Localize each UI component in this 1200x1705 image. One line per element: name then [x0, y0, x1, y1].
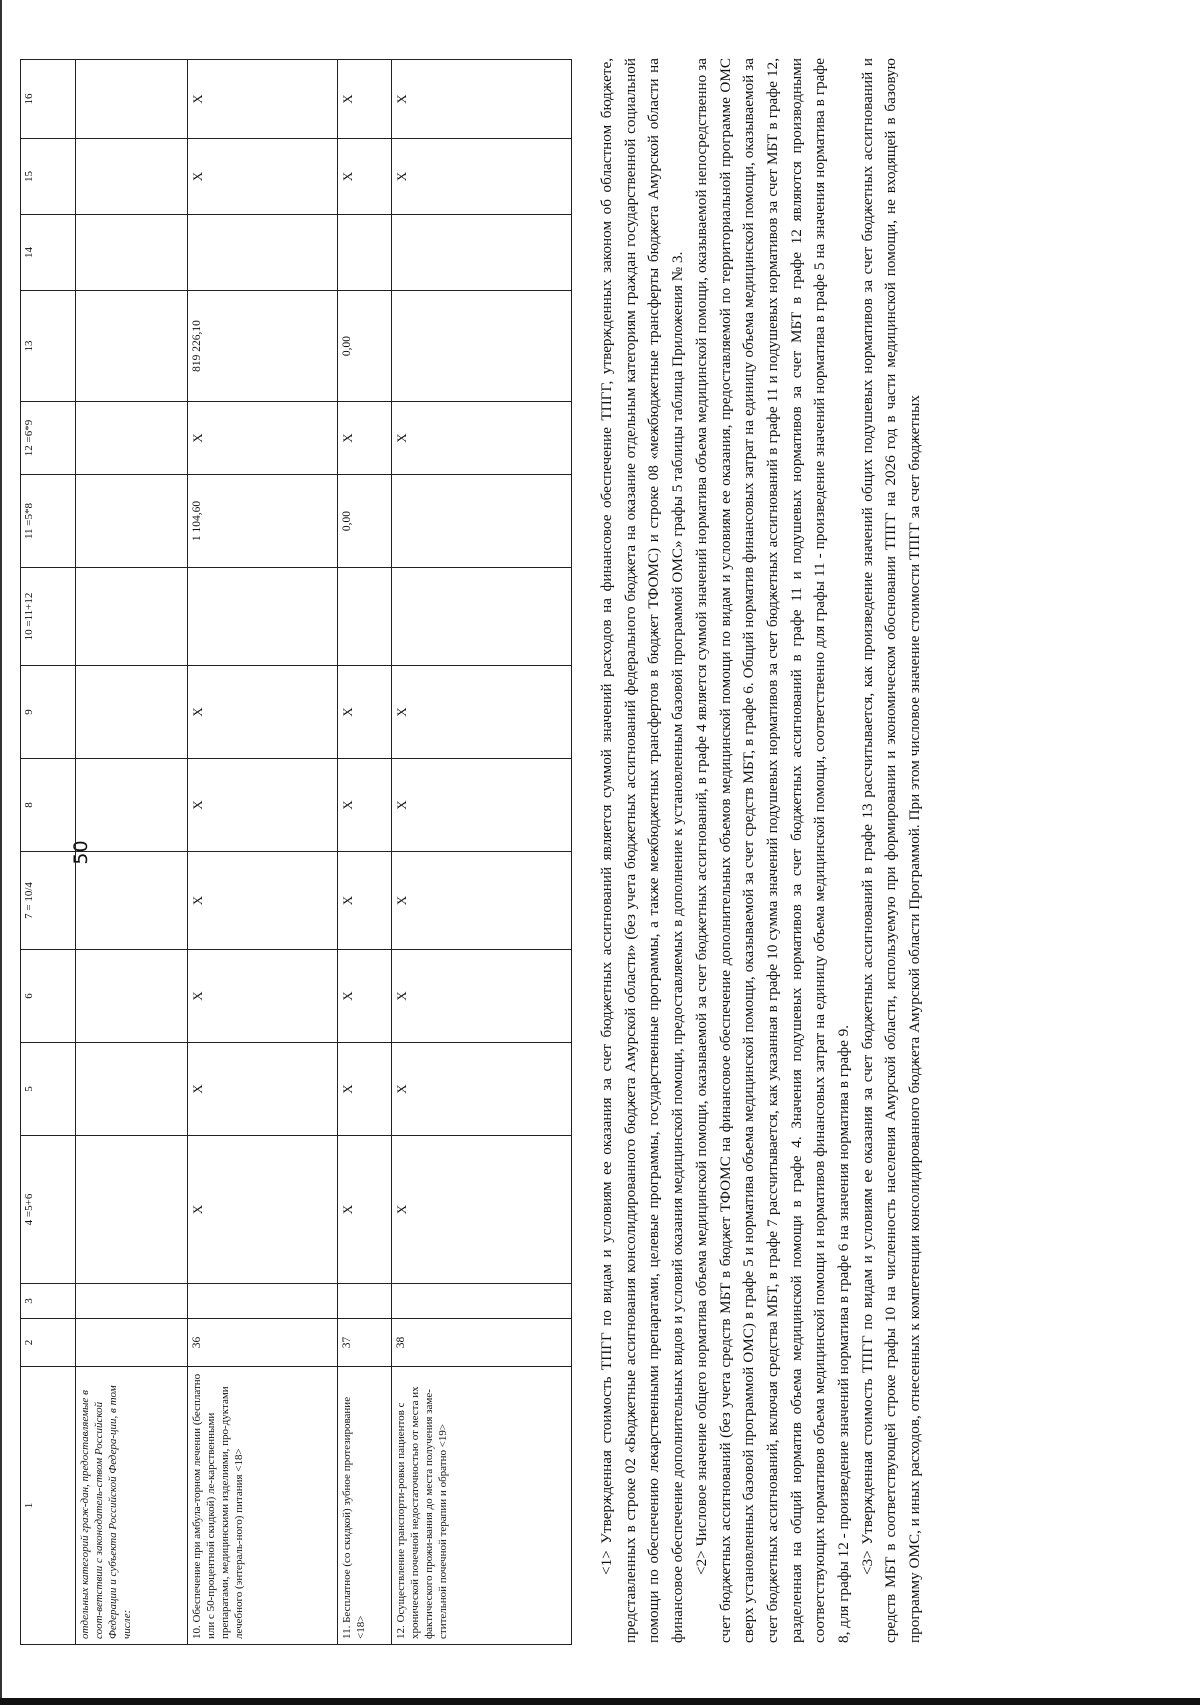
- table-cell: [338, 568, 392, 666]
- table-cell: X: [338, 139, 392, 215]
- table-cell: [76, 139, 188, 215]
- table-cell: X: [338, 666, 392, 759]
- table-cell: X: [392, 139, 572, 215]
- table-cell: 0,00: [338, 475, 392, 568]
- column-header: 11 =5*8: [21, 475, 76, 568]
- column-header: 15: [21, 139, 76, 215]
- table-cell: [76, 950, 188, 1043]
- table-cell: 1 104,60: [188, 475, 338, 568]
- table-cell: X: [338, 402, 392, 475]
- table-cell: [392, 291, 572, 402]
- footnote: <2> Числовое значение общего норматива объема медицинской помощи, оказываемой за счет бюджетных ассигнований, в графе 4 является суммой значений норматива объема медицинской помощи, оказываемой непосредственно за счет бюджетных ассигнований (без учета средств МБТ в бюджет ТФОМС на финансовое обеспечение дополнительных объемов медицинской помощи по видам и условиям ее оказания, предоставляемой по территориальной программе ОМС сверх установленных базовой программой ОМС) в графе 5 и норматива объема медицинской помощи, оказываемой за счет средств МБТ, в графе 6. Общий норматив финансовых затрат на единицу объема медицинской помощи, оказываемой за счет бюджетных ассигнований, включая средства МБТ, в графе 7 рассчитывается, как указанная в графе 10 сумма значений подушевых нормативов за счет бюджетных ассигнований в графе 11 и подушевых нормативов за счет МБТ в графе 12, разделенная на общий норматив объема медицинской помощи в графе 4. Значения подушевых нормативов за счет бюджетных ассигнований в графе 11 и подушевых нормативов за счет МБТ в графе 12 являются производными соответствующих нормативов объема медицинской помощи и нормативов финансовых затрат на единицу объема медицинской помощи, соответственно для графы 11 - произведение значений норматива в графе 5 на значения норматива в графе 8, для графы 12 - произведение значений норматива в графе 6 на значения норматива в графе 9.: [692, 58, 853, 1643]
- row-name: 12. Осуществление транспорти-ровки пациентов с хронической почечной недостаточностью от места их фактического прожи-вания до места получения заме-стительной почечной терапии и обратно <19>: [392, 1367, 572, 1645]
- table-cell: X: [392, 950, 572, 1043]
- table-row: [76, 60, 188, 1645]
- table-body: [21, 60, 572, 1645]
- page-number: 50: [70, 840, 92, 865]
- table-row: [392, 60, 572, 1645]
- row-name: отдельных категорий граж-дан, предоставляемые в соот-ветствии с законодатель-ством Российской Федерации и субъекта Российской Федера-ции, в том числе:: [76, 1367, 188, 1645]
- table-cell: 36: [188, 1319, 338, 1367]
- table-cell: X: [392, 60, 572, 139]
- footnote: <1> Утвержденная стоимость ТПГГ по видам и условиям ее оказания за счет бюджетных ассигнований является суммой значений расходов на финансовое обеспечение ТПГГ, утвержденных законом об областном бюджете, представленных в строке 02 «Бюджетные ассигнования консолидированного бюджета Амурской области» (без учета бюджетных ассигнований федерального бюджета на оказание отдельным категориям граждан государственной социальной помощи по обеспечению лекарственными препаратами, целевые программы, государственные программы, а также межбюджетных трансфертов в бюджет ТФОМС) и строке 08 «межбюджетные трансферты бюджета Амурской области на финансовое обеспечение дополнительных видов и условий оказания медицинской помощи, предоставляемых в дополнение к установленным базовой программой ОМС» графы 5 таблицы таблица Приложения № 3.: [598, 58, 687, 1643]
- row-name: 11. Бесплатное (со скидкой) зубное протезирование <18>: [338, 1367, 392, 1645]
- table-cell: [76, 759, 188, 852]
- column-header: 6: [21, 950, 76, 1043]
- row-name: 10. Обеспечение при амбула-торном лечении (бесплатно или с 50-процентной скидкой) ле-карственными препаратами, медицинскими изделиями, про-дуктами лечебного (энтераль-ного) питания <18>: [188, 1367, 338, 1645]
- table-cell: [76, 852, 188, 950]
- table-cell: [76, 1319, 188, 1367]
- table-cell: [392, 1284, 572, 1319]
- table-cell: [188, 1284, 338, 1319]
- table-cell: [76, 291, 188, 402]
- table-cell: 0,00: [338, 291, 392, 402]
- table-cell: [76, 60, 188, 139]
- table-cell: [392, 215, 572, 291]
- table-cell: X: [392, 1136, 572, 1284]
- table-cell: [76, 1284, 188, 1319]
- table-cell: X: [188, 759, 338, 852]
- table-cell: 38: [392, 1319, 572, 1367]
- column-header: 9: [21, 666, 76, 759]
- table-row: [338, 60, 392, 1645]
- table-row: [188, 60, 338, 1645]
- column-header: 2: [21, 1319, 76, 1367]
- table-cell: [76, 475, 188, 568]
- table-cell: [76, 1043, 188, 1136]
- table-cell: X: [338, 1043, 392, 1136]
- table-cell: X: [188, 666, 338, 759]
- table-cell: X: [338, 852, 392, 950]
- column-header: 13: [21, 291, 76, 402]
- table-cell: X: [392, 852, 572, 950]
- table-cell: X: [188, 1043, 338, 1136]
- table-cell: X: [338, 950, 392, 1043]
- table-cell: X: [188, 139, 338, 215]
- table-cell: [76, 1136, 188, 1284]
- table-cell: X: [188, 852, 338, 950]
- table-cell: X: [188, 1136, 338, 1284]
- footnote: <3> Утвержденная стоимость ТПГГ по видам и условиям ее оказания за счет бюджетных ассигнований в графе 13 рассчитывается, как произведение значений общих подушевых нормативов за счет бюджетных ассигнований и средств МБТ в соответствующей строке графы 10 на численность населения Амурской области, используемую при формировании и экономическом обосновании ТПГГ на 2026 год в части медицинской помощи, не входящей в базовую программу ОМС, и иных расходов, отнесенных к компетенции консолидированного бюджета Амурской области Программой. При этом числовое значение стоимости ТПГГ за счет бюджетных: [858, 58, 924, 1643]
- column-header: 5: [21, 1043, 76, 1136]
- table-cell: [338, 1284, 392, 1319]
- financing-table: [20, 59, 572, 1645]
- column-header: 3: [21, 1284, 76, 1319]
- table-cell: X: [338, 1136, 392, 1284]
- column-header: 16: [21, 60, 76, 139]
- column-header: 14: [21, 215, 76, 291]
- table-cell: [392, 475, 572, 568]
- table-cell: 37: [338, 1319, 392, 1367]
- table-cell: X: [338, 759, 392, 852]
- table-cell: [76, 402, 188, 475]
- table-cell: [188, 215, 338, 291]
- table-cell: X: [338, 60, 392, 139]
- table-cell: X: [392, 666, 572, 759]
- column-header: 7 = 10/4: [21, 852, 76, 950]
- column-header: 12 =6*9: [21, 402, 76, 475]
- table-cell: [76, 568, 188, 666]
- table-cell: 819 226,10: [188, 291, 338, 402]
- table-cell: X: [188, 402, 338, 475]
- table-cell: X: [392, 1043, 572, 1136]
- table-cell: X: [392, 759, 572, 852]
- column-header: 4 =5+6: [21, 1136, 76, 1284]
- table-cell: [188, 568, 338, 666]
- table-cell: X: [392, 402, 572, 475]
- table-cell: [76, 666, 188, 759]
- table-header-row: [21, 60, 76, 1645]
- table-cell: X: [188, 950, 338, 1043]
- table-cell: [392, 568, 572, 666]
- footnotes: [595, 58, 927, 1643]
- column-header: 1: [21, 1367, 76, 1645]
- table-cell: [338, 215, 392, 291]
- column-header: 8: [21, 759, 76, 852]
- column-header: 10 =11+12: [21, 568, 76, 666]
- table-cell: X: [188, 60, 338, 139]
- table-cell: [76, 215, 188, 291]
